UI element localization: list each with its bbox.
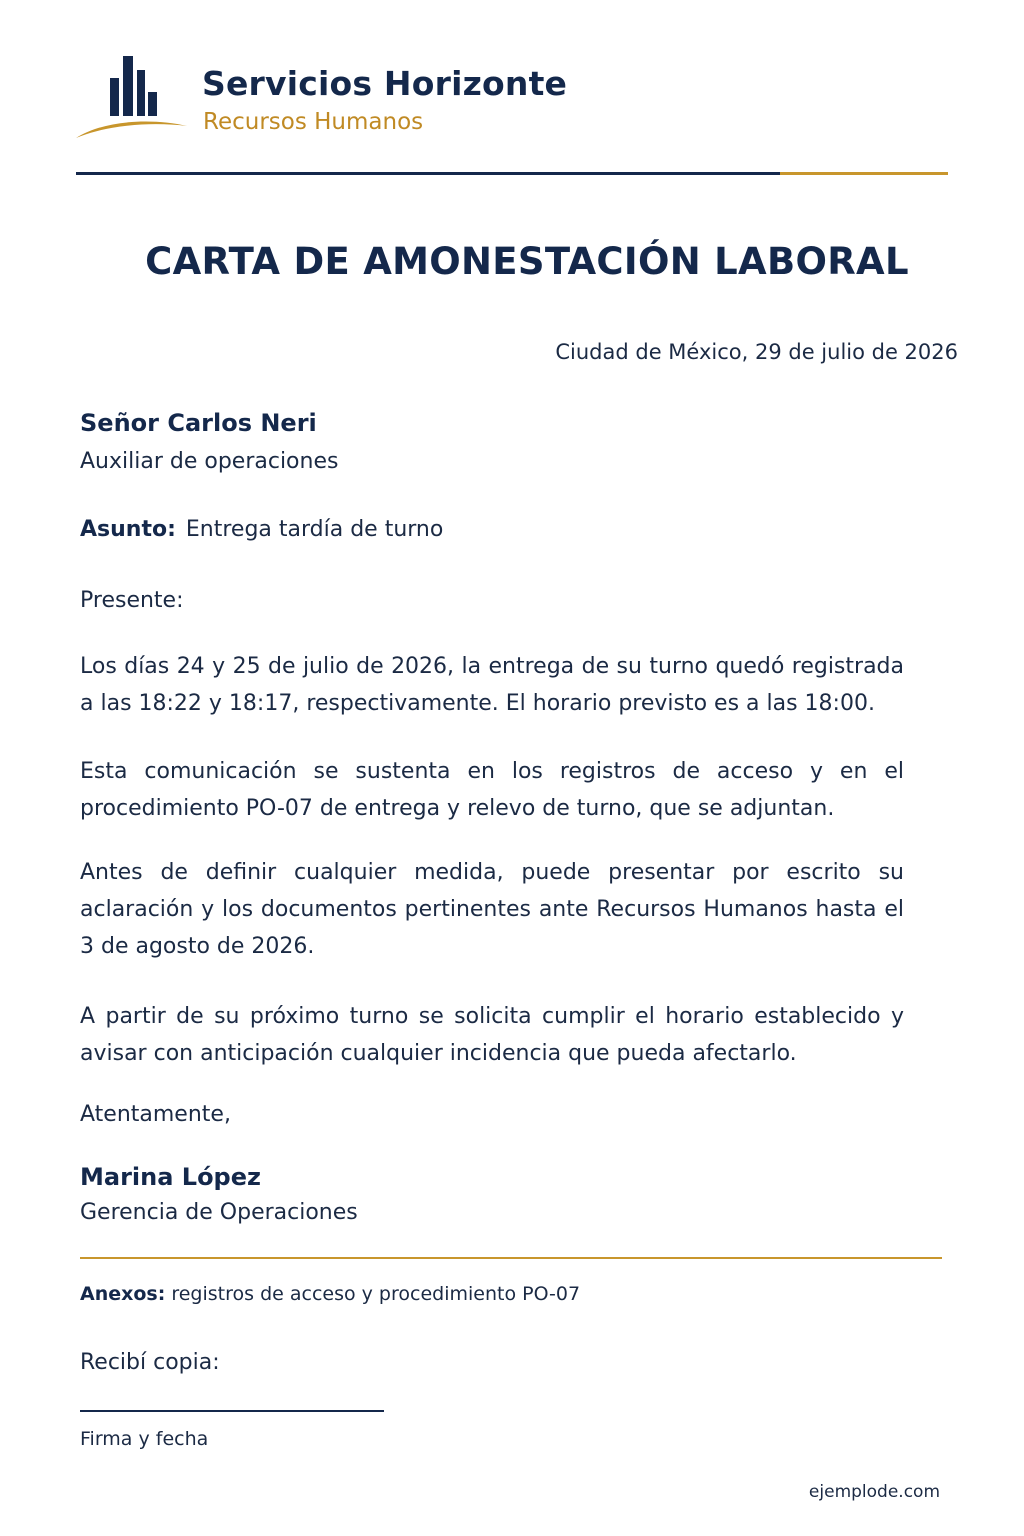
subject-line bbox=[80, 517, 443, 542]
document-title: CARTA DE AMONESTACIÓN LABORAL bbox=[145, 240, 909, 283]
recipient-role: Auxiliar de operaciones bbox=[80, 449, 339, 474]
body-paragraph-3: Antes de definir cualquier medida, puede presentar por escrito su aclaración y los documentos pertinentes ante Recursos Humanos hasta el 3 de agosto de 2026. bbox=[80, 860, 904, 959]
closing: Atentamente, bbox=[80, 1102, 231, 1127]
org-name: Servicios Horizonte bbox=[202, 64, 568, 103]
greeting: Presente: bbox=[80, 588, 184, 613]
recipient-name: Señor Carlos Neri bbox=[80, 409, 317, 437]
body-paragraph-2: Esta comunicación se sustenta en los registros de acceso y en el procedimiento PO-07 de entrega y relevo de turno, que se adjuntan. bbox=[80, 759, 904, 821]
header-divider-navy bbox=[76, 172, 780, 175]
subject-label: Asunto: bbox=[80, 517, 176, 542]
footer-website: ejemplode.com bbox=[808, 1482, 940, 1502]
place-date: Ciudad de México, 29 de julio de 2026 bbox=[555, 340, 958, 364]
annex-label: Anexos: bbox=[80, 1283, 166, 1305]
signature-line bbox=[80, 1410, 384, 1412]
body-paragraph-4: A partir de su próximo turno se solicita cumplir el horario establecido y avisar con anticipación cualquier incidencia que pueda afectarlo. bbox=[80, 1004, 904, 1066]
sender-name: Marina López bbox=[80, 1163, 261, 1191]
signature-caption: Firma y fecha bbox=[80, 1428, 209, 1450]
annex-line bbox=[80, 1283, 580, 1305]
receipt-label: Recibí copia: bbox=[80, 1350, 220, 1375]
header-divider-gold bbox=[780, 172, 948, 175]
footer-divider bbox=[80, 1257, 942, 1259]
annex-text: registros de acceso y procedimiento PO-07 bbox=[171, 1283, 581, 1305]
body-paragraph-1: Los días 24 y 25 de julio de 2026, la entrega de su turno quedó registrada a las 18:22 y 18:17, respectivamente. El horario previsto es a las 18:00. bbox=[80, 654, 904, 716]
subject-text: Entrega tardía de turno bbox=[185, 517, 444, 542]
sender-role: Gerencia de Operaciones bbox=[80, 1200, 358, 1225]
org-department: Recursos Humanos bbox=[203, 109, 424, 135]
building-bars-logo-icon bbox=[74, 52, 190, 144]
